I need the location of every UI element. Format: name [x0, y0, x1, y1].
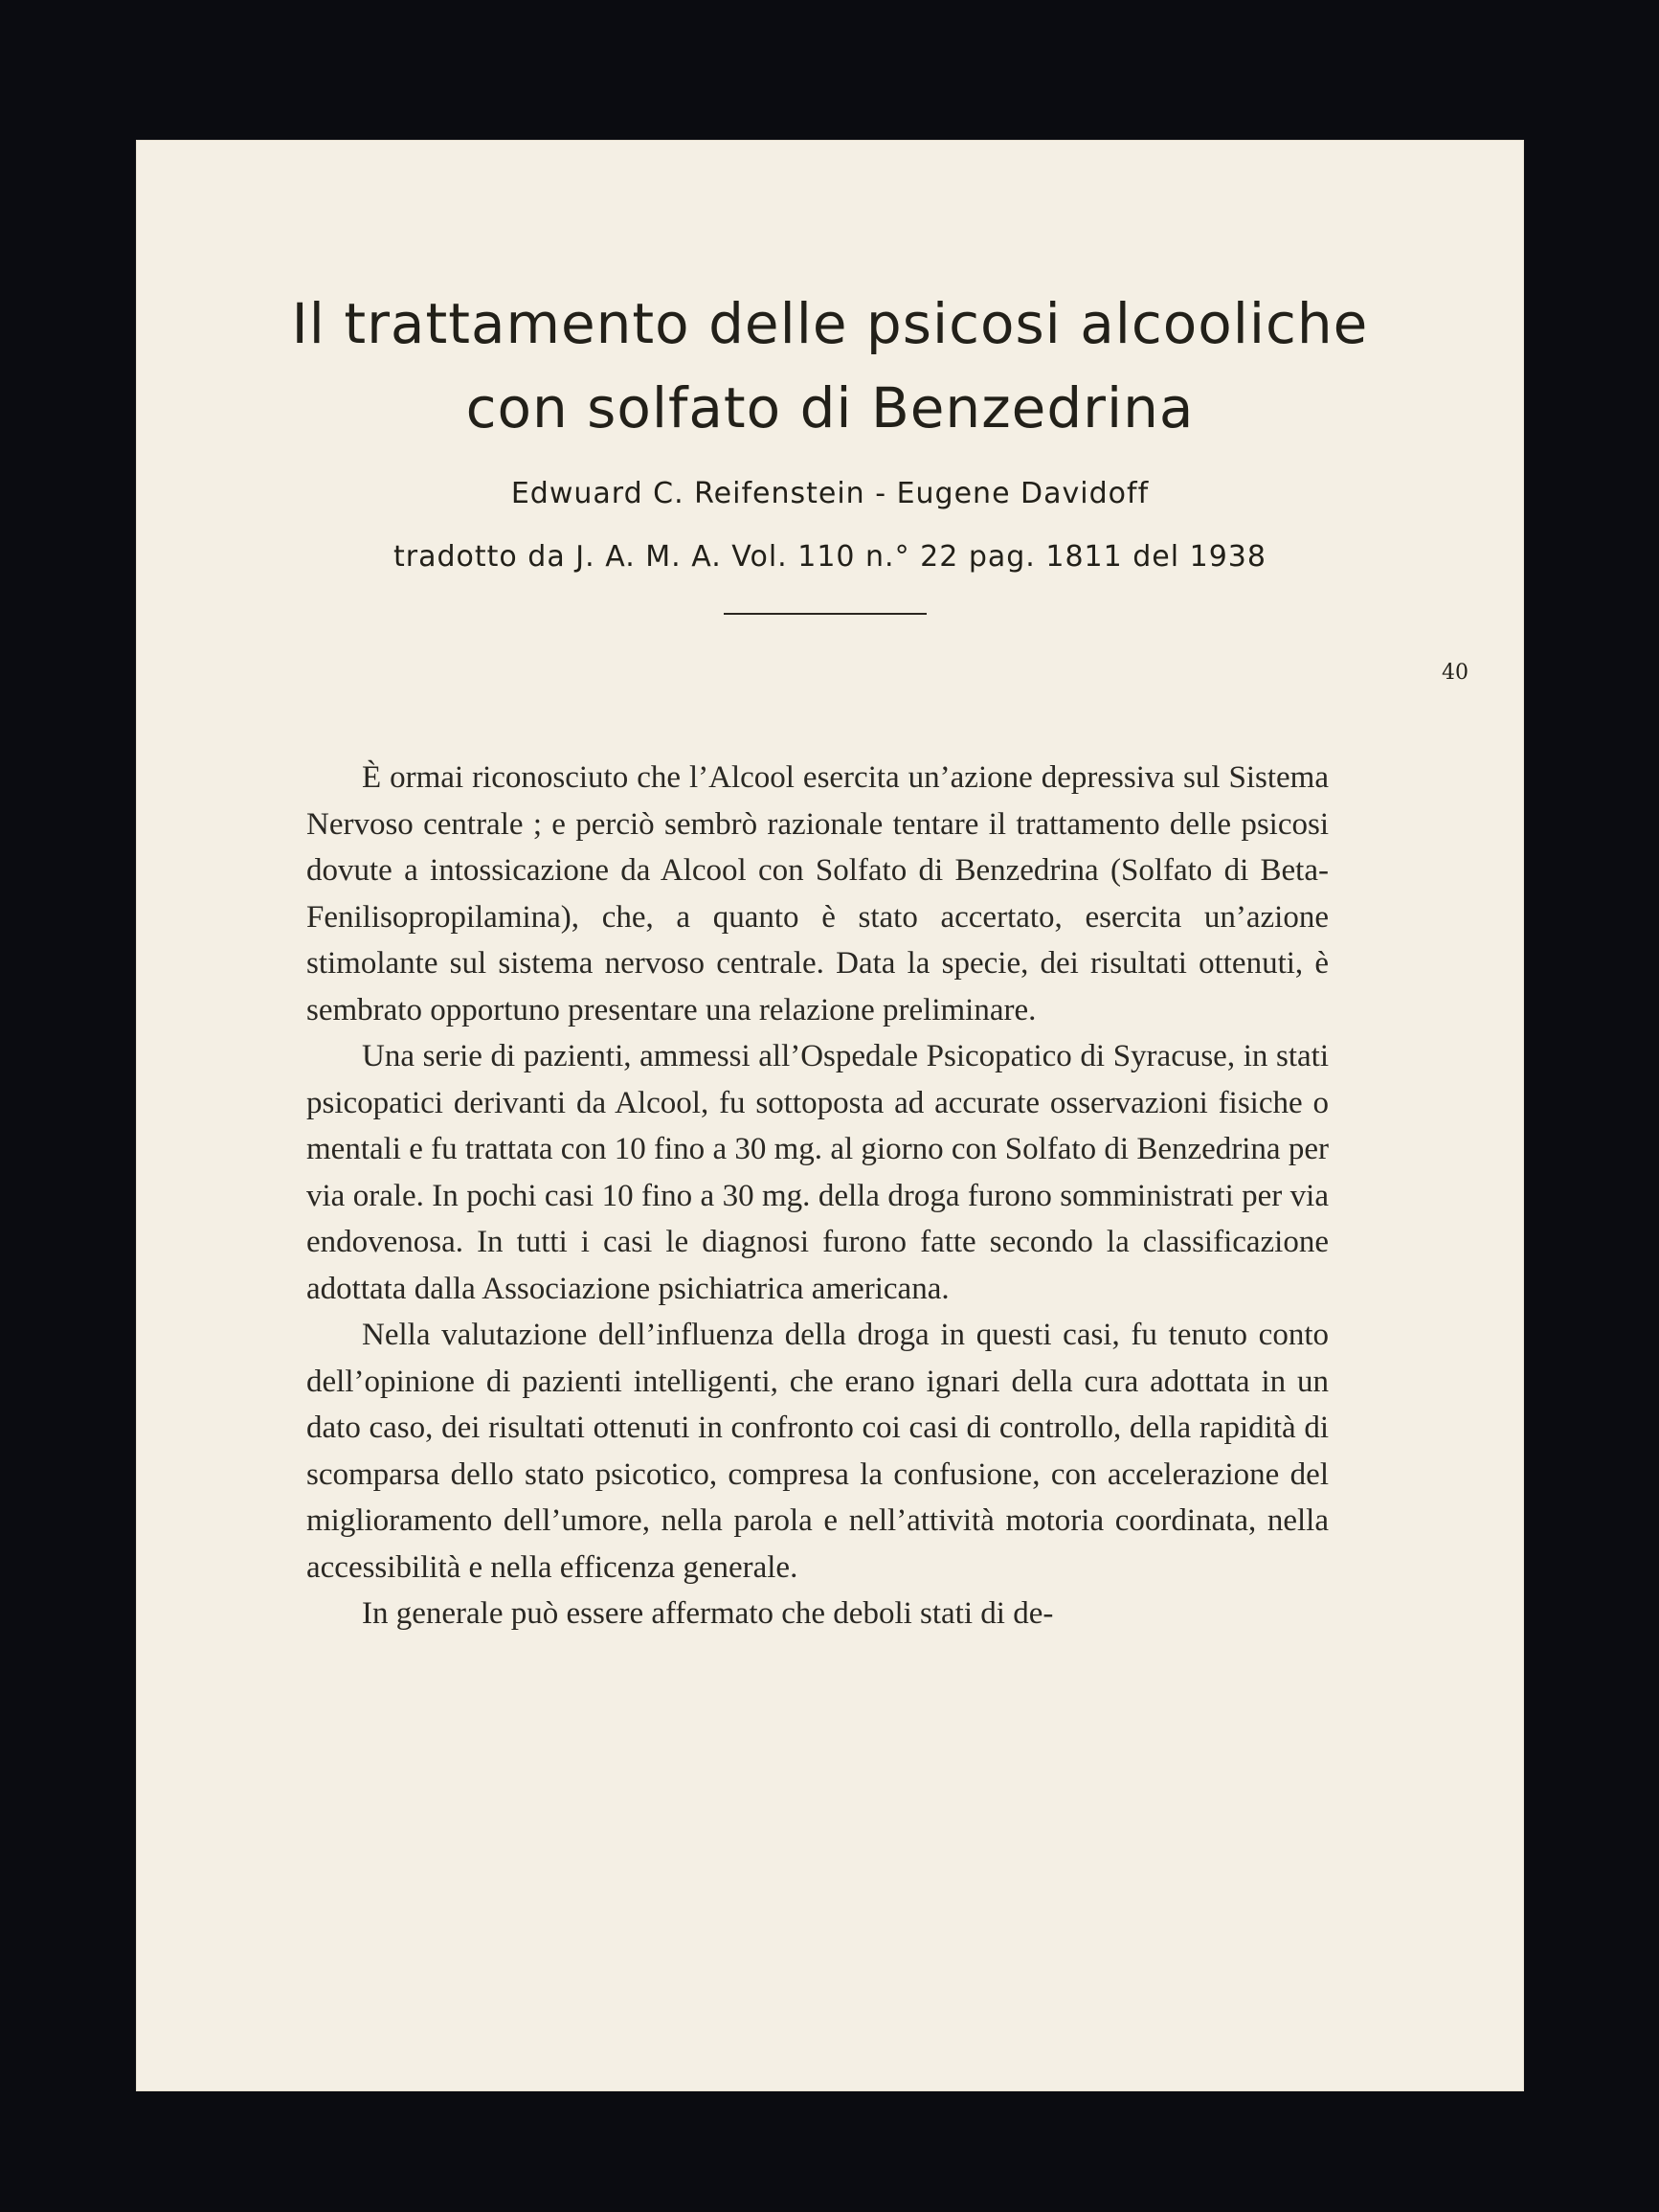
paragraph: È ormai riconosciuto che l’Alcool esercita un’azione depressiva sul Sistema Nervoso centrale ; e perciò sembrò razionale tentare il trattamento delle psicosi dovute a intossicazione da Alcool con Solfato di Benzedrina (Solfato di Beta-Fenilisopropilamina), che, a quanto è stato accertato, esercita un’azione stimolante sul sistema nervoso centrale. Data la specie, dei risultati ottenuti, è sembrato opportuno presentare una relazione preliminare. [306, 760, 1329, 1027]
authors: Edwuard C. Reifenstein - Eugene Davidoff [510, 477, 1150, 510]
title-line-1: Il trattamento delle psicosi alcooliche [291, 291, 1369, 356]
document-page [136, 140, 1524, 2091]
body-text [306, 755, 1329, 1637]
title-line-2: con solfato di Benzedrina [465, 375, 1195, 440]
paragraph: Una serie di pazienti, ammessi all’Ospedale Psicopatico di Syracuse, in stati psicopatici derivanti da Alcool, fu sottoposta ad accurate osservazioni fisiche o mentali e fu trattata con 10 fino a 30 mg. al giorno con Solfato di Benzedrina per via orale. In pochi casi 10 fino a 30 mg. della droga furono somministrati per via endovenosa. In tutti i casi le diagnosi furono fatte secondo la classificazione adottata dalla Associazione psichiatrica americana. [306, 1039, 1329, 1306]
divider-rule [724, 613, 927, 615]
source-citation: tradotto da J. A. M. A. Vol. 110 n.° 22 pag. 1811 del 1938 [393, 540, 1267, 574]
page-number: 40 [1442, 661, 1468, 685]
paragraph: Nella valutazione dell’influenza della droga in questi casi, fu tenuto conto dell’opinione di pazienti intelligenti, che erano ignari della cura adottata in un dato caso, dei risultati ottenuti in confronto coi casi di controllo, della rapidità di scomparsa dello stato psicotico, compresa la confusione, con accelerazione del miglioramento dell’umore, nella parola e nell’attività motoria coordinata, nella accessibilità e nella efficenza generale. [306, 1318, 1329, 1585]
paragraph: In generale può essere affermato che deboli stati di de- [362, 1596, 1054, 1631]
